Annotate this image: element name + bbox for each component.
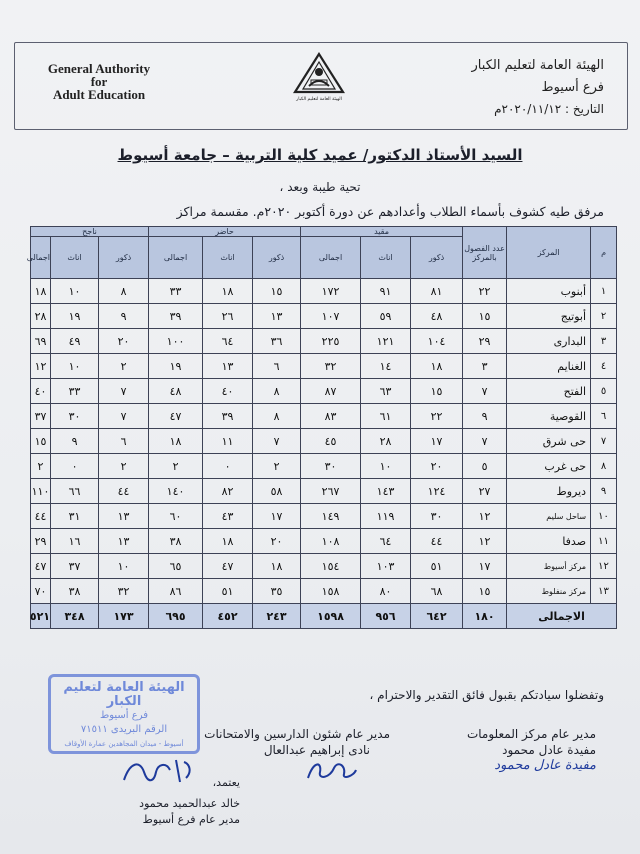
affairs-signature-scribble-icon (300, 756, 360, 786)
english-letterhead (24, 62, 174, 101)
cell-registered-female: ١٠ (361, 454, 411, 479)
cell-registered-male: ٤٤ (411, 529, 463, 554)
cell-center: ديروط (507, 479, 591, 504)
cell-present-total: ٦٠ (149, 504, 203, 529)
cell-center: الفتح (507, 379, 591, 404)
cell-present-male: ٣٦ (253, 329, 301, 354)
cell-passed-female: ٣١ (51, 504, 99, 529)
cell-registered-male: ٣٠ (411, 504, 463, 529)
cell-passed-male: ٨ (99, 279, 149, 304)
cell-present-male: ٨ (253, 379, 301, 404)
english-line-1: General Authority (47, 61, 151, 76)
cell-present-male: ٦ (253, 354, 301, 379)
table-row (31, 379, 617, 404)
closing-line: وتفضلوا سيادتكم بقبول فائق التقدير والاحترام ، (369, 688, 604, 702)
cell-registered-male: ٨١ (411, 279, 463, 304)
arabic-branch-name: فرع أسيوط (541, 80, 604, 95)
cell-present-male: ١٥ (253, 279, 301, 304)
cell-passed-male: ١٣ (99, 504, 149, 529)
cell-registered-total: ١٠٨ (301, 529, 361, 554)
totals-registered-female: ٩٥٦ (361, 604, 411, 629)
cell-center: القوصية (507, 404, 591, 429)
cell-num: ٦ (591, 404, 617, 429)
cell-registered-total: ٤٥ (301, 429, 361, 454)
table-row (31, 529, 617, 554)
affairs-title: مدير عام شئون الدارسين والامتحانات (204, 727, 390, 741)
totals-present-total: ٦٩٥ (149, 604, 203, 629)
cell-registered-female: ١٠٣ (361, 554, 411, 579)
cell-present-male: ١٣ (253, 304, 301, 329)
cell-present-female: ١٨ (203, 529, 253, 554)
cell-center: مركز منفلوط (507, 579, 591, 604)
col-passed-header: ناجح (31, 227, 149, 237)
cell-passed-male: ١٣ (99, 529, 149, 554)
table-row (31, 304, 617, 329)
info-center-title: مدير عام مركز المعلومات (466, 727, 596, 741)
stamp-line-1: الهيئة العامة لتعليم الكبار (63, 680, 185, 709)
cell-classes: ٧ (463, 429, 507, 454)
director-signature-scribble-icon (120, 752, 200, 792)
cell-passed-total: ٣٧ (31, 404, 51, 429)
cell-classes: ١٥ (463, 579, 507, 604)
cell-passed-male: ٣٢ (99, 579, 149, 604)
info-center-handwriting: مفيدة عادل محمود (494, 758, 596, 773)
stamp-line-2: فرع أسيوط (99, 710, 149, 721)
cell-present-total: ١٤٠ (149, 479, 203, 504)
cell-num: ١٣ (591, 579, 617, 604)
totals-label: الاجمالى (507, 604, 617, 629)
cell-registered-female: ١٢١ (361, 329, 411, 354)
cell-passed-total: ٢٩ (31, 529, 51, 554)
col-center-header: المركز (507, 227, 591, 279)
cell-present-total: ١٩ (149, 354, 203, 379)
table-row (31, 579, 617, 604)
cell-passed-female: ٠ (51, 454, 99, 479)
cell-passed-female: ١٠ (51, 354, 99, 379)
students-table (26, 226, 617, 629)
cell-present-male: ٧ (253, 429, 301, 454)
info-center-signature (467, 726, 596, 774)
table-row (31, 479, 617, 504)
cell-present-total: ٨٦ (149, 579, 203, 604)
cell-registered-total: ١٧٢ (301, 279, 361, 304)
cell-registered-female: ٦١ (361, 404, 411, 429)
table-row (31, 504, 617, 529)
cell-passed-male: ٧ (99, 404, 149, 429)
cell-num: ٩ (591, 479, 617, 504)
totals-passed-total: ٥٢١ (31, 604, 51, 629)
cell-present-female: ٦٤ (203, 329, 253, 354)
cell-present-male: ١٨ (253, 554, 301, 579)
col-registered-header: مقيد (301, 227, 463, 237)
cell-present-male: ١٧ (253, 504, 301, 529)
cell-passed-female: ٩ (51, 429, 99, 454)
cell-registered-female: ٢٨ (361, 429, 411, 454)
cell-present-male: ٣٥ (253, 579, 301, 604)
table-row (31, 354, 617, 379)
cell-center: ساحل سليم (507, 504, 591, 529)
cell-registered-male: ١٠٤ (411, 329, 463, 354)
english-line-3: Adult Education (52, 87, 146, 102)
cell-passed-total: ١٥ (31, 429, 51, 454)
recipient-title: السيد الأستاذ الدكتور/ عميد كلية التربية – جامعة أسيوط (117, 146, 523, 164)
cell-passed-female: ١٩ (51, 304, 99, 329)
cell-center: أبوتيج (507, 304, 591, 329)
cell-registered-total: ٢٢٥ (301, 329, 361, 354)
table-row (31, 404, 617, 429)
cell-num: ٧ (591, 429, 617, 454)
logo-caption: الهيئة العامة لتعليم الكبار (296, 97, 342, 102)
cell-registered-male: ١٨ (411, 354, 463, 379)
cell-num: ٢ (591, 304, 617, 329)
cell-passed-female: ٣٧ (51, 554, 99, 579)
cell-registered-total: ٣٢ (301, 354, 361, 379)
cell-passed-male: ١٠ (99, 554, 149, 579)
cell-registered-total: ٢٦٧ (301, 479, 361, 504)
sub-header-male: ذكور (99, 237, 149, 279)
cell-num: ١١ (591, 529, 617, 554)
cell-passed-male: ٩ (99, 304, 149, 329)
letter-date: التاريخ : ٢٠٢٠/١١/١٢م (494, 102, 604, 116)
cell-classes: ١٢ (463, 529, 507, 554)
totals-registered-male: ٦٤٢ (411, 604, 463, 629)
cell-num: ٨ (591, 454, 617, 479)
cell-passed-total: ١٨ (31, 279, 51, 304)
totals-present-male: ٢٤٣ (253, 604, 301, 629)
cell-passed-total: ٧٠ (31, 579, 51, 604)
cell-classes: ١٥ (463, 304, 507, 329)
cell-registered-female: ٦٤ (361, 529, 411, 554)
cell-classes: ٩ (463, 404, 507, 429)
cell-present-total: ١٠٠ (149, 329, 203, 354)
cell-present-female: ٤٣ (203, 504, 253, 529)
col-classes-header: عدد الفصول بالمركز (463, 227, 507, 279)
cell-registered-female: ١٤٣ (361, 479, 411, 504)
table-row (31, 329, 617, 354)
cell-passed-total: ٤٧ (31, 554, 51, 579)
totals-classes: ١٨٠ (463, 604, 507, 629)
cell-registered-male: ١٢٤ (411, 479, 463, 504)
branch-director-name: خالد عبدالحميد محمود (139, 797, 240, 810)
cell-registered-female: ٩١ (361, 279, 411, 304)
cell-present-female: ٨٢ (203, 479, 253, 504)
totals-row (31, 604, 617, 629)
branch-stamp (48, 674, 200, 754)
cell-passed-female: ١٠ (51, 279, 99, 304)
cell-present-total: ٢ (149, 454, 203, 479)
cell-present-male: ٨ (253, 404, 301, 429)
cell-registered-male: ٤٨ (411, 304, 463, 329)
cell-center: حى شرق (507, 429, 591, 454)
greeting: تحية طيبة وبعد ، (279, 180, 361, 194)
cell-present-female: ٤٧ (203, 554, 253, 579)
branch-director-signature (139, 796, 240, 828)
sub-header-female: اناث (361, 237, 411, 279)
cell-classes: ٢٢ (463, 279, 507, 304)
cell-passed-female: ٤٩ (51, 329, 99, 354)
cell-present-female: ٥١ (203, 579, 253, 604)
branch-director-title: مدير عام فرع أسيوط (142, 813, 240, 826)
cell-center: حى غرب (507, 454, 591, 479)
cell-classes: ١٢ (463, 504, 507, 529)
cell-passed-male: ٢ (99, 454, 149, 479)
arabic-authority-name: الهيئة العامة لتعليم الكبار (471, 58, 604, 73)
sub-header-total: اجمالى (31, 237, 51, 279)
cell-registered-male: ٦٨ (411, 579, 463, 604)
cell-registered-female: ٦٣ (361, 379, 411, 404)
cell-registered-female: ٥٩ (361, 304, 411, 329)
cell-registered-male: ٢٠ (411, 454, 463, 479)
cell-present-total: ٣٣ (149, 279, 203, 304)
totals-registered-total: ١٥٩٨ (301, 604, 361, 629)
cell-num: ١٢ (591, 554, 617, 579)
cell-present-total: ٤٨ (149, 379, 203, 404)
cell-present-male: ٥٨ (253, 479, 301, 504)
cell-center: الغنايم (507, 354, 591, 379)
cell-registered-male: ٥١ (411, 554, 463, 579)
cell-passed-total: ٢٨ (31, 304, 51, 329)
cell-num: ١٠ (591, 504, 617, 529)
intro-paragraph: مرفق طيه كشوف بأسماء الطلاب وأعدادهم عن دورة أكتوبر ٢٠٢٠م. مقسمة مراكز (176, 204, 604, 219)
cell-registered-male: ١٥ (411, 379, 463, 404)
cell-passed-total: ١٢ (31, 354, 51, 379)
cell-present-female: ٤٠ (203, 379, 253, 404)
cell-center: البدارى (507, 329, 591, 354)
cell-registered-total: ٨٣ (301, 404, 361, 429)
cell-classes: ١٧ (463, 554, 507, 579)
table-row (31, 454, 617, 479)
cell-present-total: ١٨ (149, 429, 203, 454)
authority-logo-icon (291, 52, 347, 102)
cell-present-total: ٦٥ (149, 554, 203, 579)
totals-passed-female: ٣٤٨ (51, 604, 99, 629)
cell-center: صدفا (507, 529, 591, 554)
cell-passed-female: ٦٦ (51, 479, 99, 504)
cell-registered-total: ١٤٩ (301, 504, 361, 529)
cell-passed-male: ٦ (99, 429, 149, 454)
cell-num: ١ (591, 279, 617, 304)
cell-registered-female: ١٤ (361, 354, 411, 379)
cell-registered-female: ١١٩ (361, 504, 411, 529)
cell-registered-total: ٣٠ (301, 454, 361, 479)
cell-passed-female: ٣٨ (51, 579, 99, 604)
sub-header-total: اجمالى (149, 237, 203, 279)
english-line-2: for (90, 74, 108, 89)
cell-present-male: ٢ (253, 454, 301, 479)
cell-present-female: ٢٦ (203, 304, 253, 329)
cell-registered-male: ١٧ (411, 429, 463, 454)
cell-present-female: ١٣ (203, 354, 253, 379)
totals-passed-male: ١٧٣ (99, 604, 149, 629)
cell-present-male: ٢٠ (253, 529, 301, 554)
cell-passed-female: ٣٣ (51, 379, 99, 404)
totals-present-female: ٤٥٢ (203, 604, 253, 629)
cell-passed-male: ٢٠ (99, 329, 149, 354)
stamp-line-3: الرقم البريدى ٧١٥١١ (80, 724, 168, 735)
table-row (31, 429, 617, 454)
affairs-signature (204, 726, 390, 758)
cell-classes: ٣ (463, 354, 507, 379)
cell-num: ٣ (591, 329, 617, 354)
cell-present-female: ١٨ (203, 279, 253, 304)
cell-classes: ٢٧ (463, 479, 507, 504)
cell-present-total: ٣٩ (149, 304, 203, 329)
approval-label: يعتمد، (212, 776, 240, 789)
sub-header-female: اناث (203, 237, 253, 279)
cell-registered-total: ١٥٨ (301, 579, 361, 604)
info-center-name: مفيدة عادل محمود (502, 743, 596, 757)
cell-passed-female: ٣٠ (51, 404, 99, 429)
cell-passed-total: ٦٩ (31, 329, 51, 354)
cell-registered-total: ١٠٧ (301, 304, 361, 329)
cell-classes: ٢٩ (463, 329, 507, 354)
cell-passed-total: ٤٠ (31, 379, 51, 404)
cell-passed-total: ٤٤ (31, 504, 51, 529)
cell-present-total: ٤٧ (149, 404, 203, 429)
cell-num: ٥ (591, 379, 617, 404)
cell-registered-male: ٢٢ (411, 404, 463, 429)
cell-passed-female: ١٦ (51, 529, 99, 554)
cell-passed-total: ١١٠ (31, 479, 51, 504)
cell-passed-total: ٢ (31, 454, 51, 479)
cell-present-female: ٠ (203, 454, 253, 479)
sub-header-female: اناث (51, 237, 99, 279)
cell-num: ٤ (591, 354, 617, 379)
cell-passed-male: ٤٤ (99, 479, 149, 504)
cell-center: أبنوب (507, 279, 591, 304)
cell-classes: ٥ (463, 454, 507, 479)
table-row (31, 554, 617, 579)
cell-passed-male: ٢ (99, 354, 149, 379)
cell-registered-total: ١٥٤ (301, 554, 361, 579)
cell-passed-male: ٧ (99, 379, 149, 404)
cell-present-female: ٣٩ (203, 404, 253, 429)
cell-present-female: ١١ (203, 429, 253, 454)
cell-classes: ٧ (463, 379, 507, 404)
col-num-header: م (591, 227, 617, 279)
sub-header-total: اجمالى (301, 237, 361, 279)
stamp-line-4: أسيوط - ميدان المجاهدين عمارة الأوقاف (64, 740, 184, 748)
cell-center: مركز أسيوط (507, 554, 591, 579)
affairs-name: نادى إبراهيم عبدالعال (263, 743, 370, 757)
cell-registered-total: ٨٧ (301, 379, 361, 404)
sub-header-male: ذكور (253, 237, 301, 279)
sub-header-male: ذكور (411, 237, 463, 279)
cell-registered-female: ٨٠ (361, 579, 411, 604)
table-row (31, 279, 617, 304)
col-present-header: حاضر (149, 227, 301, 237)
cell-present-total: ٣٨ (149, 529, 203, 554)
